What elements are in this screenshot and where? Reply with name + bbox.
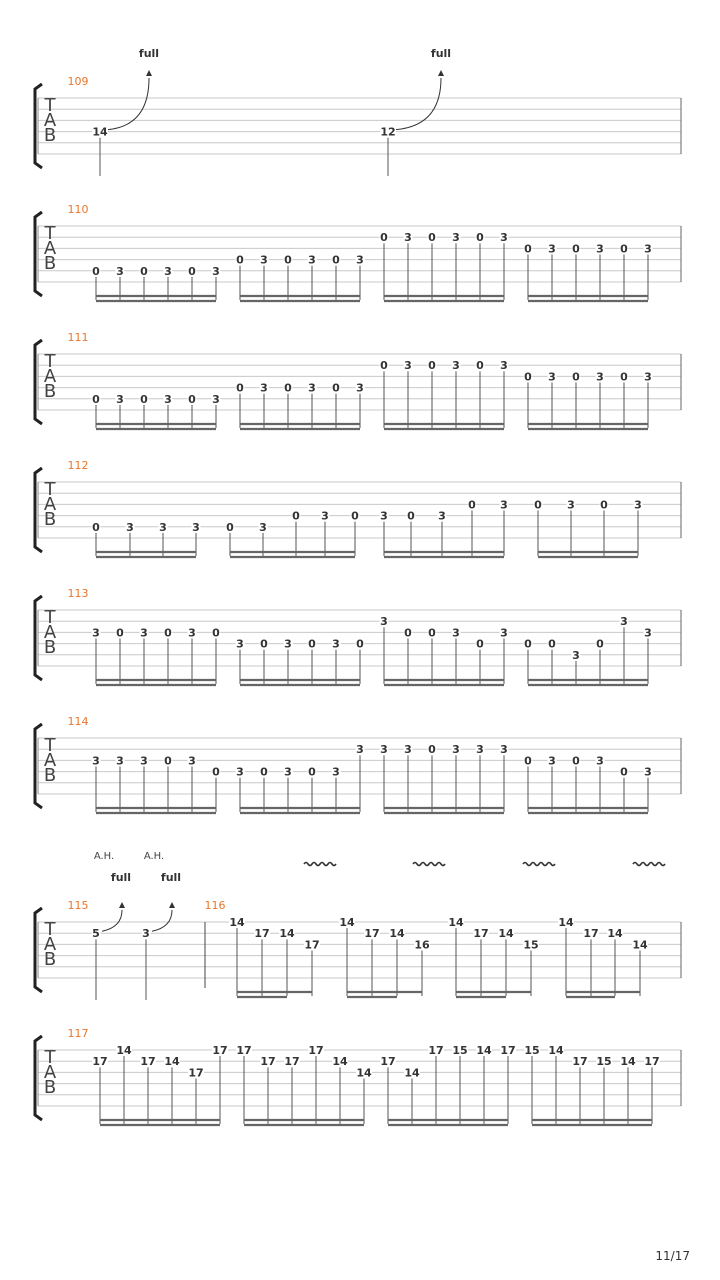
fret-number: 3: [188, 754, 196, 768]
fret-number: 3: [548, 370, 556, 384]
tab-clef-letter: B: [43, 1077, 57, 1098]
fret-number: 3: [142, 927, 150, 941]
tab-clef-letter: A: [43, 934, 57, 955]
measure-number: 114: [67, 715, 89, 728]
fret-number: 3: [356, 743, 364, 757]
fret-number: 3: [404, 743, 412, 757]
measure-number: 113: [67, 587, 89, 600]
fret-number: 3: [140, 626, 148, 640]
fret-number: 17: [428, 1044, 444, 1057]
vibrato-icon: [413, 863, 445, 866]
fret-number: 3: [116, 754, 124, 768]
fret-number: 3: [596, 754, 604, 768]
fret-number: 3: [500, 743, 508, 757]
fret-number: 15: [524, 1044, 540, 1057]
fret-number: 14: [116, 1044, 132, 1057]
fret-number: 0: [380, 359, 388, 373]
fret-number: 0: [596, 637, 604, 651]
bend-label: full: [138, 47, 160, 60]
fret-number: 3: [476, 743, 484, 757]
fret-number: 17: [236, 1044, 252, 1057]
fret-number: 3: [92, 626, 100, 640]
measure-number: 115: [67, 899, 89, 912]
fret-number: 0: [428, 743, 436, 757]
tab-clef-letter: T: [44, 607, 56, 628]
bend-arrow-icon: [169, 902, 175, 908]
fret-number: 0: [356, 637, 364, 651]
fret-number: 3: [332, 765, 340, 779]
fret-number: 3: [260, 381, 268, 395]
fret-number: 0: [407, 509, 415, 523]
tab-clef-letter: B: [43, 765, 57, 786]
measure-number: 109: [67, 75, 89, 88]
fret-number: 0: [332, 253, 340, 267]
tab-clef-letter: B: [43, 949, 57, 970]
fret-number: 0: [284, 381, 292, 395]
fret-number: 0: [164, 754, 172, 768]
fret-number: 0: [620, 370, 628, 384]
fret-number: 5: [92, 927, 100, 941]
fret-number: 0: [164, 626, 172, 640]
fret-number: 0: [572, 754, 580, 768]
fret-number: 3: [259, 520, 267, 534]
bend-arrow-icon: [119, 902, 125, 908]
bend-curve: [102, 910, 122, 931]
fret-number: 0: [600, 498, 608, 512]
fret-number: 0: [92, 264, 100, 278]
fret-number: 3: [332, 637, 340, 651]
tab-clef-letter: A: [43, 238, 57, 259]
fret-number: 0: [140, 264, 148, 278]
fret-number: 3: [308, 253, 316, 267]
fret-number: 0: [308, 765, 316, 779]
fret-number: 3: [236, 765, 244, 779]
fret-number: 0: [92, 520, 100, 534]
fret-number: 3: [572, 648, 580, 662]
fret-number: 17: [583, 927, 599, 941]
fret-number: 14: [92, 125, 108, 139]
fret-number: 3: [159, 520, 167, 534]
fret-number: 0: [92, 392, 100, 406]
fret-number: 0: [620, 765, 628, 779]
fret-number: 0: [572, 242, 580, 256]
tab-clef-letter: B: [43, 637, 57, 658]
fret-number: 3: [452, 359, 460, 373]
fret-number: 3: [404, 359, 412, 373]
fret-number: 14: [632, 938, 648, 952]
fret-number: 3: [500, 626, 508, 640]
fret-number: 0: [620, 242, 628, 256]
fret-number: 0: [534, 498, 542, 512]
fret-number: 0: [188, 264, 196, 278]
tab-clef-letter: A: [43, 1062, 57, 1083]
fret-number: 3: [548, 242, 556, 256]
tab-clef-letter: T: [44, 223, 56, 244]
bend-arrow-icon: [146, 70, 152, 76]
fret-number: 0: [140, 392, 148, 406]
fret-number: 17: [380, 1055, 396, 1069]
fret-number: 3: [567, 498, 575, 512]
tab-clef-letter: T: [44, 1047, 56, 1068]
fret-number: 3: [212, 264, 220, 278]
tab-clef-letter: A: [43, 494, 57, 515]
fret-number: 14: [279, 927, 295, 941]
fret-number: 3: [321, 509, 329, 523]
bend-curve: [152, 910, 172, 931]
fret-number: 3: [596, 370, 604, 384]
fret-number: 17: [500, 1044, 516, 1057]
fret-number: 3: [126, 520, 134, 534]
fret-number: 3: [380, 509, 388, 523]
fret-number: 17: [304, 938, 320, 952]
fret-number: 17: [212, 1044, 228, 1057]
fret-number: 3: [634, 498, 642, 512]
fret-number: 14: [476, 1044, 492, 1057]
fret-number: 17: [92, 1055, 108, 1069]
fret-number: 3: [284, 765, 292, 779]
fret-number: 14: [164, 1055, 180, 1069]
tab-clef-letter: A: [43, 622, 57, 643]
tab-clef-letter: T: [44, 735, 56, 756]
fret-number: 17: [260, 1055, 276, 1069]
harmonic-label: A.H.: [93, 851, 115, 862]
fret-number: 15: [596, 1055, 612, 1069]
fret-number: 14: [339, 916, 355, 929]
fret-number: 0: [524, 754, 532, 768]
fret-number: 3: [644, 626, 652, 640]
bend-curve: [396, 78, 441, 130]
measure-number: 110: [67, 203, 89, 216]
fret-number: 0: [476, 637, 484, 651]
fret-number: 3: [380, 743, 388, 757]
fret-number: 14: [558, 916, 574, 929]
measure-number: 112: [67, 459, 89, 472]
fret-number: 3: [644, 242, 652, 256]
fret-number: 3: [404, 231, 412, 245]
tab-clef-letter: A: [43, 110, 57, 131]
fret-number: 0: [351, 509, 359, 523]
fret-number: 3: [644, 765, 652, 779]
fret-number: 3: [644, 370, 652, 384]
fret-number: 17: [188, 1066, 204, 1080]
fret-number: 14: [620, 1055, 636, 1069]
page-number: 11/17: [655, 1249, 690, 1263]
fret-number: 14: [498, 927, 514, 941]
tab-clef-letter: B: [43, 125, 57, 146]
fret-number: 3: [548, 754, 556, 768]
fret-number: 3: [116, 264, 124, 278]
fret-number: 17: [572, 1055, 588, 1069]
measure-number: 111: [67, 331, 89, 344]
fret-number: 0: [476, 231, 484, 245]
fret-number: 17: [140, 1055, 156, 1069]
vibrato-icon: [304, 863, 336, 866]
fret-number: 3: [620, 615, 628, 629]
fret-number: 14: [356, 1066, 372, 1080]
tab-clef-letter: T: [44, 351, 56, 372]
fret-number: 3: [284, 637, 292, 651]
fret-number: 0: [524, 637, 532, 651]
fret-number: 3: [438, 509, 446, 523]
fret-number: 15: [452, 1044, 468, 1057]
fret-number: 3: [236, 637, 244, 651]
fret-number: 3: [260, 253, 268, 267]
fret-number: 0: [188, 392, 196, 406]
fret-number: 0: [308, 637, 316, 651]
fret-number: 3: [308, 381, 316, 395]
bend-label: full: [430, 47, 452, 60]
fret-number: 0: [284, 253, 292, 267]
tab-clef-letter: B: [43, 509, 57, 530]
fret-number: 3: [452, 626, 460, 640]
bend-label: full: [110, 871, 132, 884]
fret-number: 0: [332, 381, 340, 395]
fret-number: 0: [476, 359, 484, 373]
tab-clef-letter: T: [44, 479, 56, 500]
fret-number: 0: [428, 626, 436, 640]
fret-number: 0: [236, 253, 244, 267]
fret-number: 17: [364, 927, 380, 941]
fret-number: 0: [236, 381, 244, 395]
tab-clef-letter: T: [44, 919, 56, 940]
bend-label: full: [160, 871, 182, 884]
fret-number: 0: [524, 242, 532, 256]
fret-number: 3: [212, 392, 220, 406]
fret-number: 3: [500, 359, 508, 373]
fret-number: 0: [212, 626, 220, 640]
fret-number: 15: [523, 938, 539, 952]
fret-number: 14: [548, 1044, 564, 1057]
fret-number: 0: [260, 637, 268, 651]
fret-number: 0: [212, 765, 220, 779]
fret-number: 17: [284, 1055, 300, 1069]
fret-number: 3: [164, 264, 172, 278]
fret-number: 3: [500, 498, 508, 512]
vibrato-icon: [633, 863, 665, 866]
fret-number: 3: [116, 392, 124, 406]
fret-number: 0: [572, 370, 580, 384]
tab-clef-letter: T: [44, 95, 56, 116]
fret-number: 3: [164, 392, 172, 406]
fret-number: 0: [260, 765, 268, 779]
measure-number: 116: [204, 899, 226, 912]
fret-number: 17: [473, 927, 489, 941]
fret-number: 3: [188, 626, 196, 640]
fret-number: 0: [468, 498, 476, 512]
fret-number: 3: [380, 615, 388, 629]
fret-number: 12: [380, 125, 396, 139]
fret-number: 3: [356, 253, 364, 267]
fret-number: 3: [500, 231, 508, 245]
fret-number: 3: [452, 231, 460, 245]
fret-number: 14: [448, 916, 464, 929]
fret-number: 14: [389, 927, 405, 941]
fret-number: 0: [428, 359, 436, 373]
tab-clef-letter: A: [43, 750, 57, 771]
bend-curve: [108, 78, 149, 130]
tab-clef-letter: B: [43, 253, 57, 274]
measure-number: 117: [67, 1027, 89, 1040]
vibrato-icon: [523, 863, 555, 866]
fret-number: 0: [380, 231, 388, 245]
fret-number: 0: [292, 509, 300, 523]
fret-number: 3: [140, 754, 148, 768]
fret-number: 14: [607, 927, 623, 941]
fret-number: 14: [229, 916, 245, 929]
fret-number: 3: [192, 520, 200, 534]
fret-number: 0: [428, 231, 436, 245]
tab-clef-letter: B: [43, 381, 57, 402]
fret-number: 17: [644, 1055, 660, 1069]
fret-number: 0: [404, 626, 412, 640]
fret-number: 0: [116, 626, 124, 640]
fret-number: 3: [92, 754, 100, 768]
fret-number: 16: [414, 938, 430, 952]
fret-number: 0: [226, 520, 234, 534]
fret-number: 0: [548, 637, 556, 651]
fret-number: 3: [452, 743, 460, 757]
bend-arrow-icon: [438, 70, 444, 76]
fret-number: 14: [404, 1066, 420, 1080]
fret-number: 17: [308, 1044, 324, 1057]
fret-number: 0: [524, 370, 532, 384]
fret-number: 14: [332, 1055, 348, 1069]
harmonic-label: A.H.: [143, 851, 165, 862]
fret-number: 3: [596, 242, 604, 256]
fret-number: 3: [356, 381, 364, 395]
tab-clef-letter: A: [43, 366, 57, 387]
fret-number: 17: [254, 927, 270, 941]
